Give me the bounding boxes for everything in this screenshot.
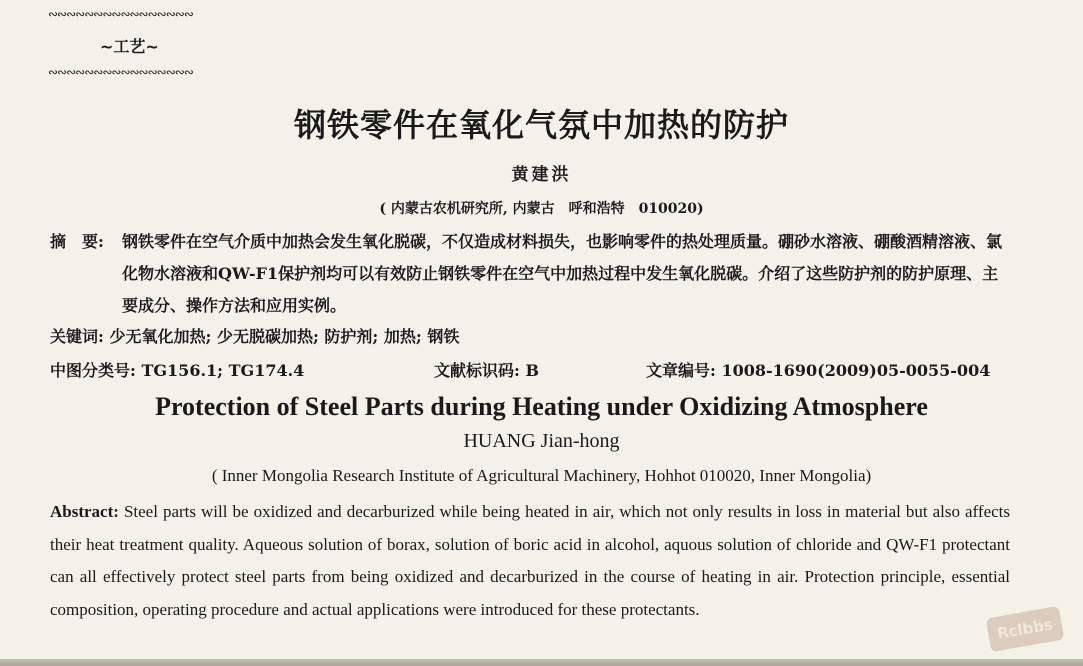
article-number: 文章编号: 1008-1690(2009)05-0055-004 [646, 361, 991, 380]
document-code: 文献标识码: B [434, 361, 540, 380]
abstract-text-chinese: 钢铁零件在空气介质中加热会发生氧化脱碳，不仅造成材料损失，也影响零件的热处理质量。硼砂水溶液、硼酸酒精溶液、氯化物水溶液和QW-F1保护剂均可以有效防止钢铁零件在空气中加热过程中发生氧化脱碳。介绍了这些防护剂的防护原理、主要成分、操作方法和应用实例。 [122, 232, 1003, 315]
ornament-top: ∾∾∾∾∾∾∾∾∾∾∾∾∾∾∾∾ [48, 8, 193, 20]
keywords-chinese: 关键词: 少无氧化加热; 少无脱碳加热; 防护剂; 加热; 钢铁 [50, 327, 460, 346]
clc-number: 中图分类号: TG156.1; TG174.4 [50, 361, 305, 380]
paper-title-english: Protection of Steel Parts during Heating under Oxidizing Atmosphere [155, 392, 928, 421]
abstract-english [50, 496, 1010, 626]
abstract-text-english: Steel parts will be oxidized and decarburized while being heated in air, which not only results in loss in material but also affects their heat treatment quality. Aqueous solution of borax, solution of boric acid in alcohol, aquous solution of chloride and QW-F1 protectant can all effectively protect steel parts from being oxidized and decarburized in the course of heating in air. Protection principle, essential composition, operating procedure and actual applications were introduced for these protectants. [50, 502, 1010, 619]
section-tag: ~工艺~ [100, 37, 159, 56]
page-bottom-edge [0, 659, 1083, 666]
watermark-logo: Rclbbs [986, 606, 1065, 652]
classification-row [50, 358, 1010, 384]
abstract-label-chinese: 摘 要: [50, 232, 104, 251]
abstract-chinese [50, 226, 1010, 322]
author-chinese: 黄建洪 [511, 165, 572, 185]
ornament-bottom: ∾∾∾∾∾∾∾∾∾∾∾∾∾∾∾∾ [48, 66, 193, 78]
paper-title-chinese: 钢铁零件在氧化气氛中加热的防护 [293, 106, 789, 144]
affiliation-english: ( Inner Mongolia Research Institute of Agricultural Machinery, Hohhot 010020, Inner Mongolia) [211, 466, 872, 485]
author-english: HUANG Jian-hong [463, 430, 620, 452]
affiliation-chinese: ( 内蒙古农机研究所, 内蒙古 呼和浩特 010020) [379, 201, 704, 217]
abstract-label-english: Abstract: [50, 502, 119, 521]
